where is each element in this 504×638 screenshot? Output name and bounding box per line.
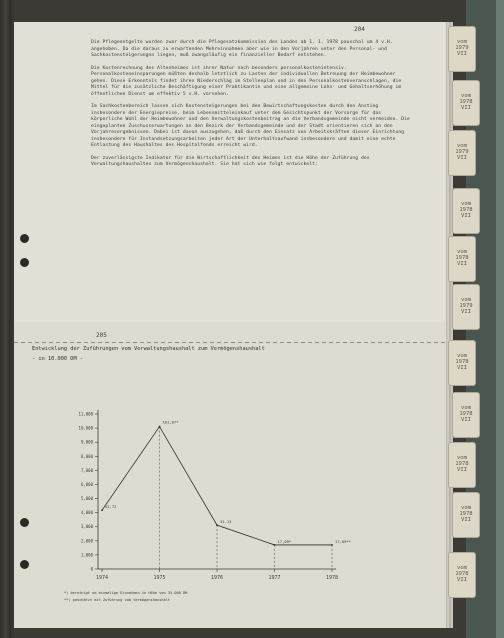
tab-label-line: VII (461, 417, 471, 423)
index-tab[interactable] (452, 188, 480, 234)
footnote: *) bereinigt um einmalige Einnahmen in Höhe von 35.000 DM (64, 591, 188, 595)
tab-label-line: 1978 (455, 255, 469, 261)
x-tick-label: 1978 (325, 575, 339, 581)
line-chart (56, 394, 356, 594)
tab-label-line: vom (457, 455, 467, 461)
tab-label-line: vom (457, 353, 467, 359)
tab-label (451, 143, 473, 161)
index-tab[interactable] (452, 392, 480, 438)
data-point (101, 509, 103, 511)
tab-label-line: 1979 (455, 149, 469, 155)
tab-label-line: vom (461, 405, 471, 411)
tab-label-line: 1978 (459, 207, 473, 213)
index-tab[interactable] (452, 492, 480, 538)
footnote: **) geschätzt mit Zuführung vom Vermögenshaushalt (64, 597, 171, 602)
tab-label-line: VII (457, 365, 467, 371)
tab-label-line: VII (457, 261, 467, 267)
chart-subheading: - in 10.000 DM - (32, 356, 84, 362)
index-tab[interactable] (448, 130, 476, 176)
punch-hole (20, 518, 29, 527)
tab-label-line: vom (457, 39, 467, 45)
data-label: 41,72 (105, 504, 117, 510)
index-tab[interactable] (448, 552, 476, 598)
data-label: 31,13 (220, 519, 232, 525)
x-tick-label: 1976 (210, 575, 224, 581)
tab-label (455, 505, 477, 523)
tab-label-line: 1978 (459, 99, 473, 105)
tab-label-line: VII (457, 51, 467, 57)
tab-label-line: VII (461, 309, 471, 315)
tab-label (455, 297, 477, 315)
tab-label-line: VII (457, 155, 467, 161)
tab-label-line: VII (457, 467, 467, 473)
tab-label-line: vom (461, 505, 471, 511)
tab-label-line: VII (461, 105, 471, 111)
tab-label-line: vom (461, 297, 471, 303)
tab-label-line: 1978 (455, 571, 469, 577)
footnotes (64, 590, 364, 603)
data-point (331, 544, 333, 546)
index-tab[interactable] (448, 236, 476, 282)
chart-heading-block (32, 344, 372, 364)
index-tabs (446, 22, 504, 628)
y-tick-label: 6,000 (80, 481, 93, 487)
punch-hole (20, 234, 29, 243)
data-point (274, 544, 276, 546)
y-tick-label: 9,000 (80, 439, 93, 445)
series-line (102, 427, 332, 545)
tab-label-line: 1979 (455, 45, 469, 51)
tab-label-line: VII (461, 213, 471, 219)
y-tick-label: 0 (90, 566, 93, 572)
data-point (216, 524, 218, 526)
punch-hole (20, 560, 29, 569)
document-page (14, 22, 446, 628)
tab-label-line: vom (457, 565, 467, 571)
x-tick-label: 1975 (153, 575, 166, 581)
body-text (91, 40, 411, 175)
page-fold-line (14, 342, 446, 343)
paragraph: Die Pflegeentgelte wurden zwar durch die Pflegesatzkommission des Landes ab 1. 1. 1978 pauschal um 4 v.H. angehoben. Da die daraus zu erwartenden Mehreinnahmen aber wie in den Vorjahren unter den Personal- und Sachkostensteigerungen liegen, muß zwangsläufig ein finanzieller Bedarf entstehen. (91, 40, 393, 58)
tab-label-line: 1979 (459, 303, 473, 309)
y-tick-label: 7,000 (80, 467, 93, 473)
tab-label (451, 353, 473, 371)
tab-label-line: 1978 (459, 411, 473, 417)
y-tick-label: 4,000 (80, 510, 93, 516)
paragraph: Der zuverlässigste Indikator für die Wirtschaftlichkeit des Heimes ist die Höhe der Zuführung des Verwaltungshaushaltes zum Vermögenshaushalt. Sie hat sich wie folgt entwickelt: (91, 155, 370, 167)
y-tick-label: 3,000 (80, 524, 93, 530)
tab-label-line: vom (457, 143, 467, 149)
x-tick-label: 1974 (95, 575, 109, 581)
page-number-bottom: 205 (96, 332, 107, 339)
tab-label-line: 1978 (459, 511, 473, 517)
y-tick-label: 10,000 (78, 425, 93, 431)
y-tick-label: 8,000 (80, 453, 93, 459)
tab-label (455, 93, 477, 111)
tab-label-line: vom (457, 249, 467, 255)
tab-label-line: 1978 (455, 359, 469, 365)
y-tick-label: 2,000 (80, 538, 93, 544)
index-tab[interactable] (452, 284, 480, 330)
tab-label-line: 1978 (455, 461, 469, 467)
index-tab[interactable] (448, 26, 476, 72)
chart-heading: Entwicklung der Zuführungen vom Verwaltungshaushalt zum Vermögenshaushalt (32, 346, 265, 352)
tab-label (455, 201, 477, 219)
y-tick-label: 5,000 (80, 496, 93, 502)
data-label: 17,09* (277, 538, 292, 544)
index-tab[interactable] (452, 80, 480, 126)
index-tab[interactable] (448, 442, 476, 488)
data-point (159, 426, 161, 428)
y-tick-label: 11,000 (78, 411, 93, 417)
tab-label-line: vom (461, 201, 471, 207)
tab-label-line: VII (461, 517, 471, 523)
x-tick-label: 1977 (268, 575, 281, 581)
tab-label (455, 405, 477, 423)
data-label: 17,09** (335, 538, 352, 544)
tab-label-line: VII (457, 577, 467, 583)
data-label: 101,07* (162, 419, 179, 425)
tab-label (451, 39, 473, 57)
y-tick-label: 1,000 (80, 552, 93, 558)
tab-label (451, 249, 473, 267)
paragraph: Die Kostenrechnung des Altenheimes ist ihrer Natur nach besonders personalkostenintensiv. Personalkosteneinsparungen müßten deshalb letztlich zu Lasten der individuellen Betreuung der Heimbewohner gehen. Diese Erkenntnis findet ihren Niederschlag im Stellenplan und in den Personalkostenveranschlagen, die Mittel für die zusätzliche Beschäftigung einer Praktikantin und eine allgemeine Lohn- und Gehaltserhöhung im öffentlichen Dienst um effektiv 5 v.H. vorsehen. (91, 65, 402, 97)
page-number-top: 204 (354, 26, 365, 33)
tab-label-line: vom (461, 93, 471, 99)
tab-label (451, 455, 473, 473)
tab-label (451, 565, 473, 583)
paragraph: Im Sachkostenbereich lassen sich Kostensteigerungen bei den Bewirtschaftungskosten durch den Anstieg insbesondere der Energiepreise, beim Lebensmitteleinkauf unter dem Gesichtspunkt der Vorsorge für das körperliche Wohl der Heimbewohner und den Verwaltungskostenbeitrag an die Verbandsgemeinde nicht vermeiden. Die eingeplanten Zuschusserwartungen an den Bezirk der Verbandsgemeinde und der Stadt orientieren sich an den Vorjahresergebnissen. Dabei ist davon auszugehen, daß durch den Einsatz von Arbeitskräften dieser Einrichtung insbesondere für Instandsetzungsarbeiten jeder Art der Unterhaltsaufwand insbesondere und damit eine echte Entlastung des Haushaltes des Hospitalfonds erreicht wird. (91, 104, 410, 148)
punch-hole (20, 258, 29, 267)
index-tab[interactable] (448, 340, 476, 386)
